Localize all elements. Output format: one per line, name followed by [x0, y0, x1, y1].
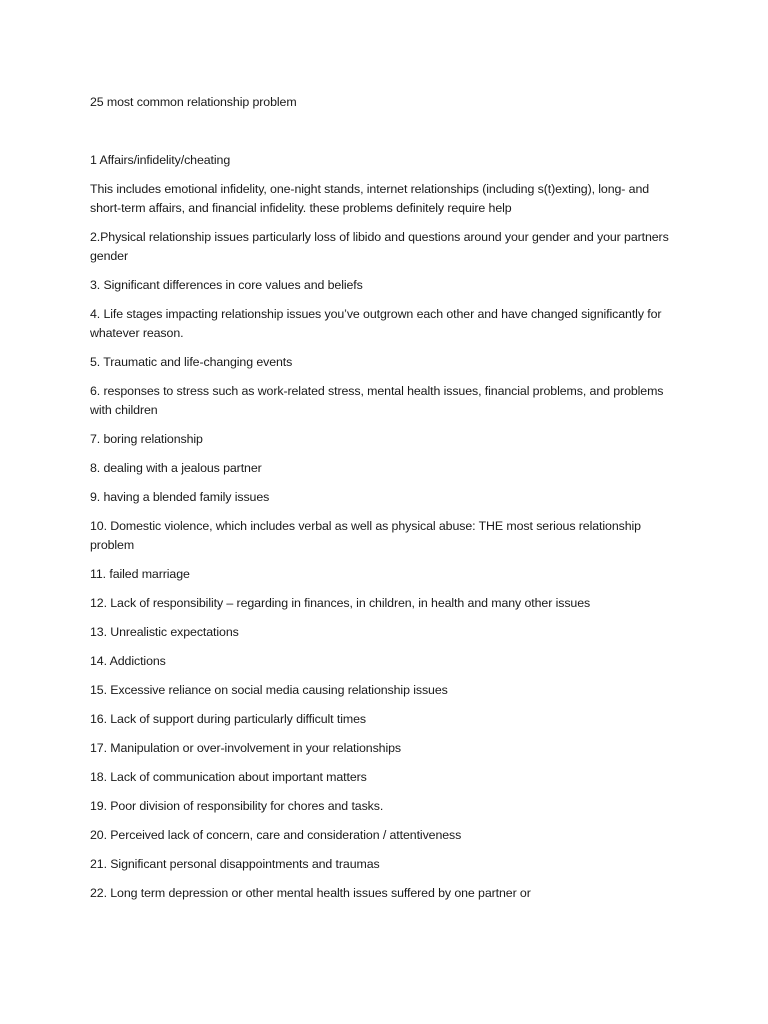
document-title: 25 most common relationship problem	[90, 95, 297, 109]
list-item: 2.Physical relationship issues particularly loss of libido and questions around your gender and your partners gender	[90, 230, 669, 263]
list-item: 4. Life stages impacting relationship issues you’ve outgrown each other and have changed significantly for whatever reason.	[90, 307, 662, 340]
list-item: 12. Lack of responsibility – regarding in finances, in children, in health and many other issues	[90, 596, 591, 610]
list-item: 20. Perceived lack of concern, care and consideration / attentiveness	[90, 828, 462, 842]
list-item: 21. Significant personal disappointments and traumas	[90, 857, 380, 871]
list-item: 6. responses to stress such as work-related stress, mental health issues, financial problems, and problems with children	[90, 384, 664, 417]
list-item: 7. boring relationship	[90, 432, 203, 446]
document-body	[90, 93, 670, 913]
list-item: 15. Excessive reliance on social media causing relationship issues	[90, 683, 448, 697]
list-item: 9. having a blended family issues	[90, 490, 270, 504]
paragraph-list	[90, 151, 670, 903]
list-item: 13. Unrealistic expectations	[90, 625, 239, 639]
list-item: 14. Addictions	[90, 654, 166, 668]
list-item: 3. Significant differences in core values and beliefs	[90, 278, 363, 292]
list-item: This includes emotional infidelity, one-night stands, internet relationships (including s(t)exting), long- and short-term affairs, and financial infidelity. these problems definitely require help	[90, 182, 650, 215]
list-item: 17. Manipulation or over-involvement in your relationships	[90, 741, 402, 755]
list-item: 18. Lack of communication about important matters	[90, 770, 367, 784]
list-item: 10. Domestic violence, which includes verbal as well as physical abuse: THE most serious relationship problem	[90, 519, 641, 552]
list-item: 22. Long term depression or other mental health issues suffered by one partner or	[90, 886, 531, 900]
list-item: 1 Affairs/infidelity/cheating	[90, 153, 231, 167]
list-item: 5. Traumatic and life-changing events	[90, 355, 293, 369]
list-item: 8. dealing with a jealous partner	[90, 461, 262, 475]
list-item: 19. Poor division of responsibility for chores and tasks.	[90, 799, 384, 813]
list-item: 11. failed marriage	[90, 567, 190, 581]
list-item: 16. Lack of support during particularly difficult times	[90, 712, 366, 726]
